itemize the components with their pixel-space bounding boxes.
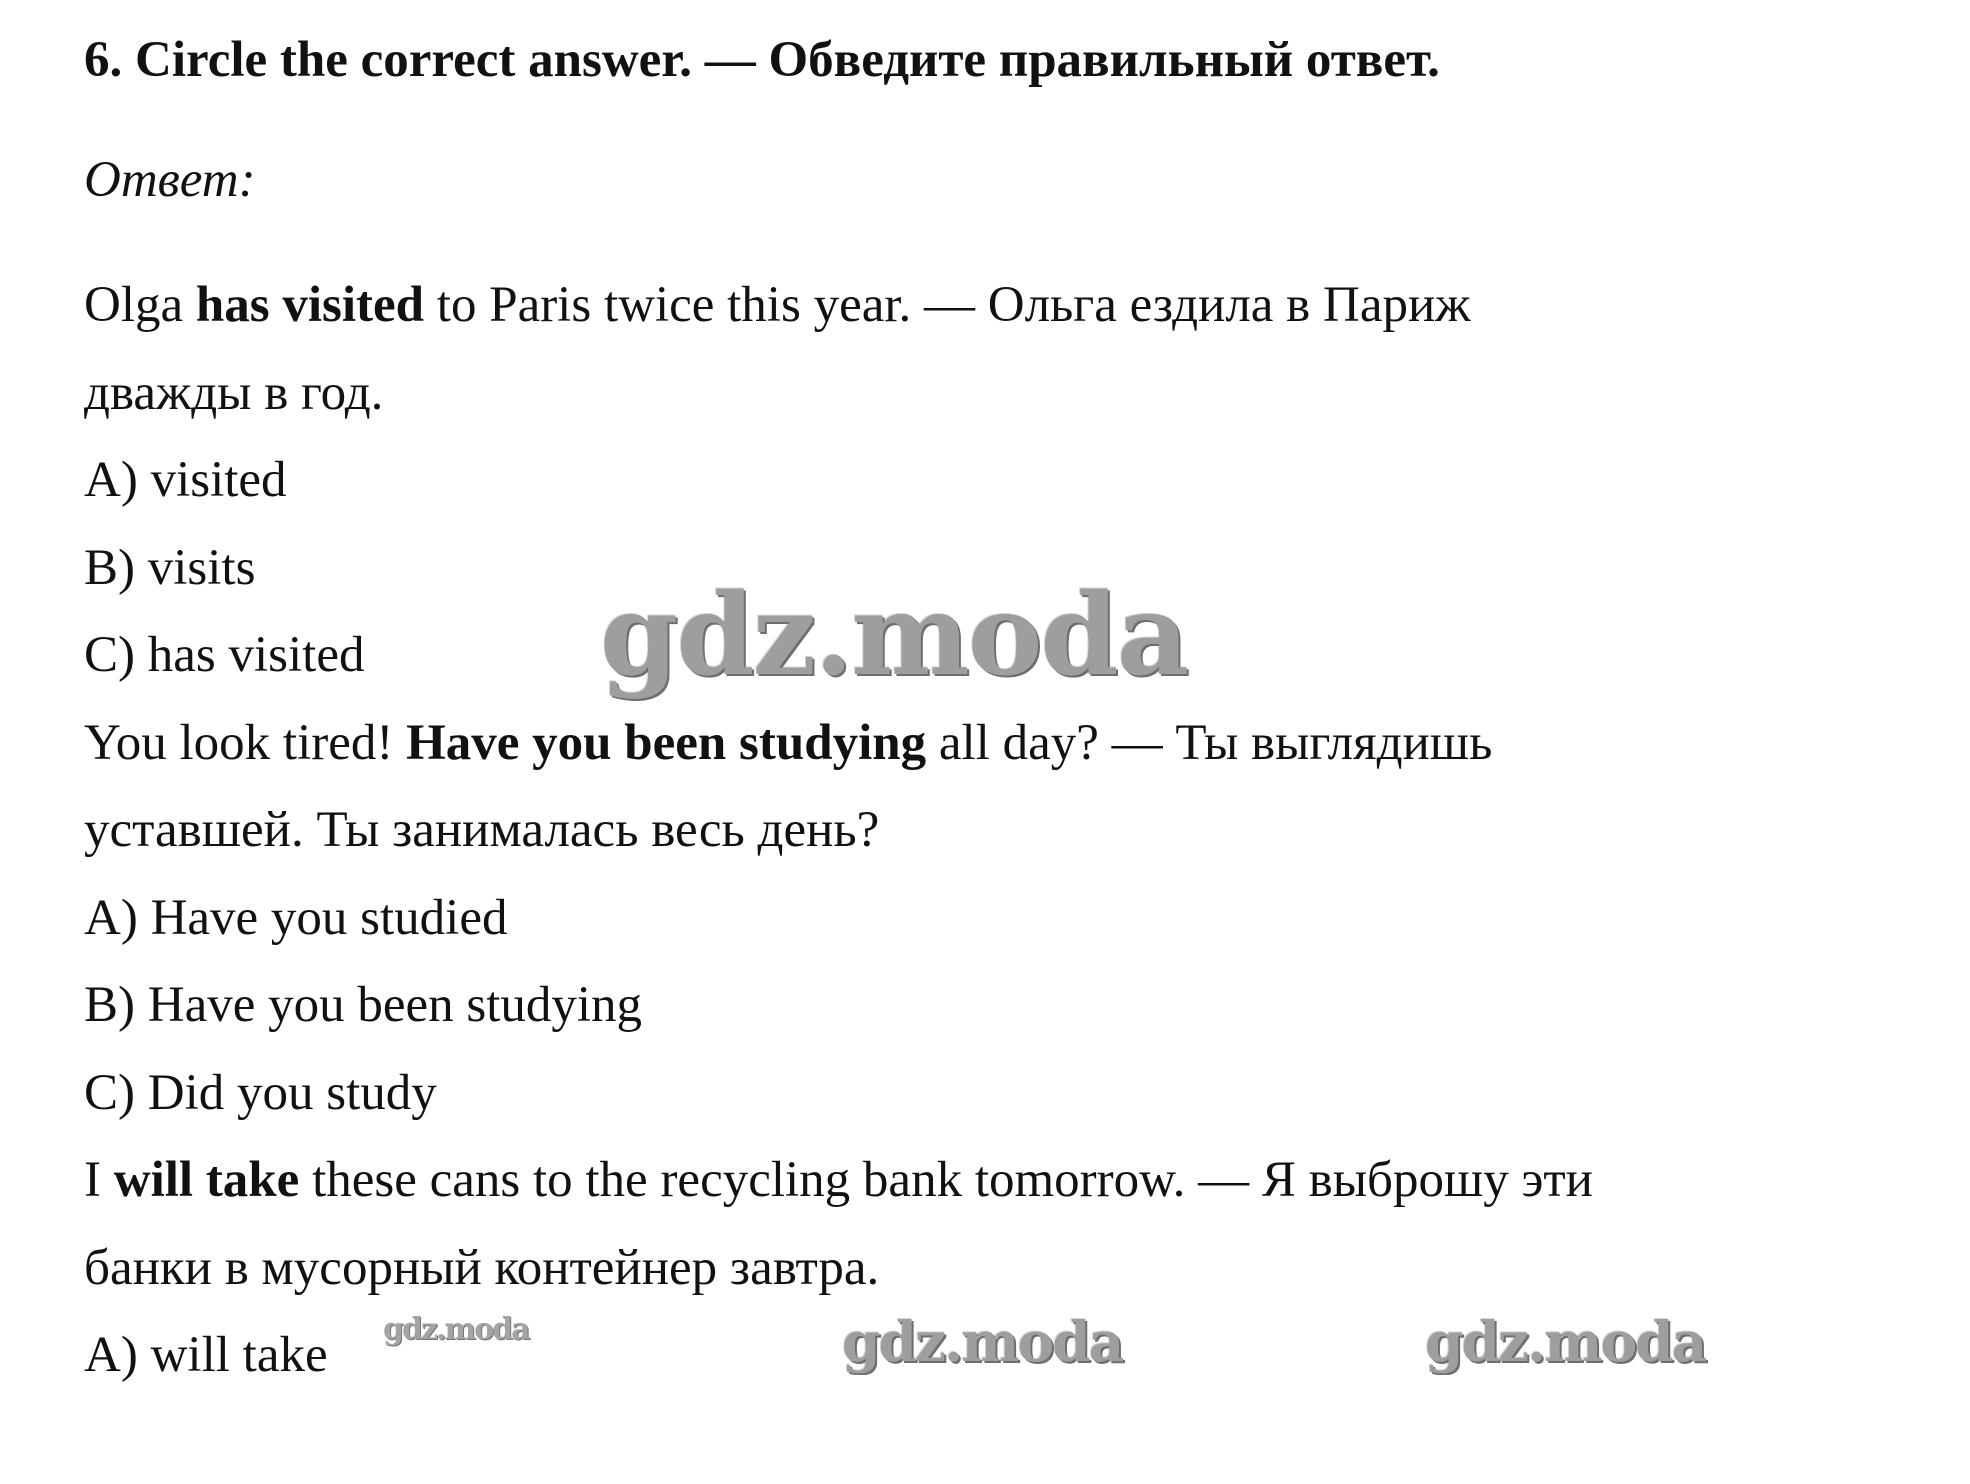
question-3-text-before: I bbox=[84, 1152, 114, 1208]
question-3-sentence bbox=[84, 1137, 1884, 1225]
question-1-option-b: B) visits bbox=[84, 539, 256, 596]
question-2-option-a: A) Have you studied bbox=[84, 889, 508, 946]
question-3-option-a: A) will take bbox=[84, 1327, 328, 1383]
watermark-small: gdz.moda bbox=[383, 1312, 529, 1347]
question-1-translation-cont: дважды в год. bbox=[84, 364, 384, 421]
answer-label: Ответ: bbox=[84, 152, 256, 208]
exercise-heading: 6. Circle the correct answer. — Обведите правильный ответ. bbox=[84, 32, 1440, 88]
watermark-bottom-center: gdz.moda bbox=[842, 1309, 1123, 1374]
question-3-answer-bold: will take bbox=[113, 1152, 300, 1208]
question-1-option-a: A) visited bbox=[84, 452, 287, 508]
question-2-text-before: You look tired! bbox=[84, 714, 407, 771]
question-1-sentence bbox=[84, 262, 1884, 350]
question-2-translation-cont: уставшей. Ты занималась весь день? bbox=[84, 802, 880, 858]
question-2-sentence bbox=[84, 700, 1884, 788]
question-1-option-c: C) has visited bbox=[84, 627, 365, 683]
question-1-text-before: Olga bbox=[84, 277, 196, 333]
question-1-answer-bold: has visited bbox=[195, 277, 425, 333]
answer-content bbox=[84, 262, 1884, 1400]
question-1-text-after: to Paris twice this year. — Ольга ездила в Париж bbox=[424, 277, 1471, 333]
question-2-text-after: all day? — Ты выглядишь bbox=[926, 714, 1493, 771]
watermark-large: gdz.moda bbox=[600, 570, 1188, 701]
question-2-option-b: B) Have you been studying bbox=[84, 977, 643, 1033]
question-2-answer-bold: Have you been studying bbox=[406, 714, 927, 771]
question-3-translation-cont: банки в мусорный контейнер завтра. bbox=[84, 1239, 880, 1296]
question-2-option-c: C) Did you study bbox=[84, 1064, 437, 1121]
document-page bbox=[84, 22, 1884, 1400]
question-3-text-after: these cans to the recycling bank tomorrow. — Я выброшу эти bbox=[299, 1152, 1593, 1208]
watermark-bottom-right: gdz.moda bbox=[1425, 1309, 1706, 1374]
